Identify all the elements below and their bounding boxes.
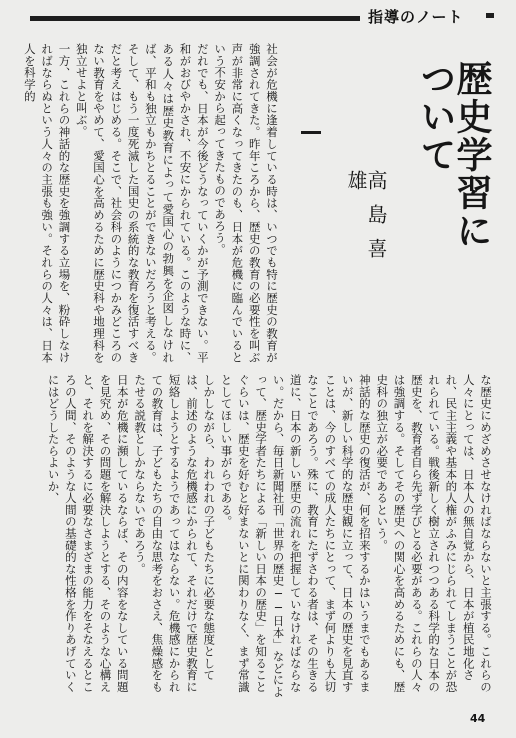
article-body-top [22, 43, 280, 363]
paragraph: な歴史にめざめさせなければならないと主張する。これらの人々にとっては、日本人の無自覚から、日本が植民地化され、民主主義や基本的人権がふみにじられてしまうことが恐れられている。戦後新しく樹立されつつある科学的な日本の歴史を、教育者自ら先ず学びとる必要がある。これらの人々は強調する。そしてその歴史への関心を高めるためにも、歴史科の独立が必要であるという。 [375, 374, 493, 693]
header-dot [486, 13, 494, 18]
article-author: 高島喜雄 [344, 170, 388, 272]
paragraph: だれでも、日本が今後どうなっていくかが予測できない。平和がおびやかされ、不安にかられている。このような時に、ある人々は歴史教育によって愛国心の勃興を企図しなければ、平和も独立もかちとることができないだろうと考える。そして、もう一度死滅した国史の系統的な教育を復活すべきだと考えはじめる。そこで、社会科のようにつかみどころのない教育をやめて、愛国心を高めるために歴史科や地理科を独立せよと叫ぶ。 [74, 43, 210, 363]
paragraph: 日本が危機に瀕しているならば、その内容をなしている問題を見究め、その問題を解決しようとする、そのような心構えと、それを解決するに必要なさまざまの能力をそなえるところの人間、そのような人間の基礎的な性格を作りあげていくにはどうしたらよいか、 [46, 374, 130, 693]
article-body-bottom [46, 374, 494, 704]
paragraph: 神話的な歴史の復活が、何を招来するかはいうまでもあるまいが、新しい科学的な歴史観に立って、日本の歴史を見直すことは、今のすべての成人たちにとって、まず何よりも大切なことであろう。殊に、教育にたずさわる者は、その生きる道に、日本の新しい歴史の流れを把握していなければならない。だから、毎日新聞社刊「世界の歴史──日本」などによって、歴史学者たちによる「新しい日本の歴史」を知ることぐらいは、歴史を好むと好まないとに関わりなく、まず常識としてほしい事がらである。 [219, 374, 372, 698]
article-title: 歴史学習について [415, 60, 493, 250]
paragraph: 一方、これらの神話的な歴史を強調する立場を、粉砕しなければならぬという人々の主張も強い。それらの人々は、日本人を科学的 [22, 43, 72, 363]
header-title: 指導のノート [368, 8, 464, 26]
paragraph: 社会が危機に逢着している時は、いつでも特に歴史の教育が強調されてきた。昨年ころから、歴史の教育の必要性を叫ぶ声が非常に高くなってきたのも、日本が危機に臨んでいるという不安から起ってきたものであろう。 [213, 43, 279, 363]
header-rule [30, 16, 360, 21]
section-number [301, 131, 321, 134]
page-number: 44 [470, 712, 486, 725]
paragraph: しかしながら、われわれの子どもたちに必要な態度としては、前述のような危機感にかられて、それだけで歴史教育に短絡しようとするようであってはならない。危機感にかられての教育は、子どもたちの自由な思考をおさえ、焦燥感をもたせる説教としかならないであろう。 [133, 374, 217, 693]
